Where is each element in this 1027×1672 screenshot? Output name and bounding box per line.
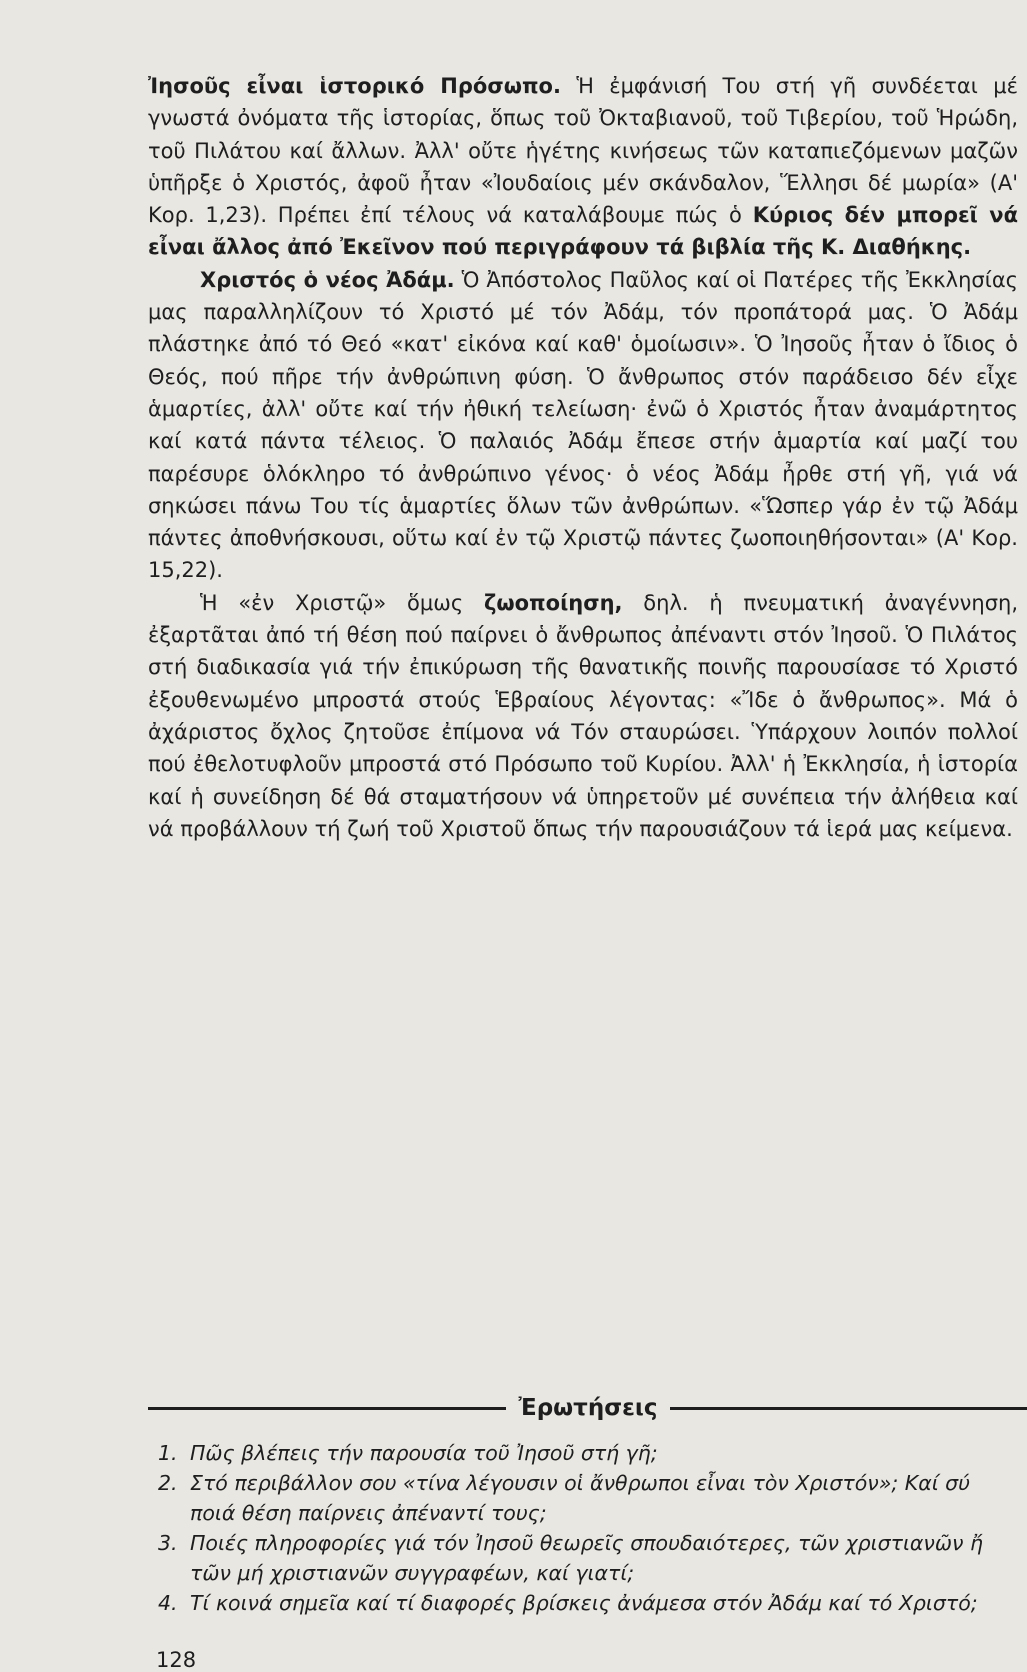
main-text [148,70,1018,845]
question-number: 4. [158,1591,178,1615]
question-item [158,1468,1020,1528]
question-number: 2. [158,1471,178,1495]
paragraph-historical-person [148,70,1018,264]
question-number: 3. [158,1531,178,1555]
paragraph-new-adam [148,264,1018,587]
questions-title: Ἐρωτήσεις [518,1395,658,1421]
page-number: 128 [156,1648,197,1672]
question-number: 1. [158,1441,178,1465]
question-item [158,1438,1020,1468]
paragraph-lead-bold: Ἰησοῦς εἶναι ἱστορικό Πρόσωπο. [148,74,561,98]
heading-rule-right [670,1407,1027,1410]
paragraph-text: δηλ. ἡ πνευματική ἀναγέννηση, ἐξαρτᾶται ἀπό τή θέση πού παίρνει ὁ ἄνθρωπος ἀπέναντι στόν Ἰησοῦ. Ὁ Πιλάτος στή διαδικασία γιά τήν ἐπικύρωση τῆς θανατικῆς ποινῆς παρουσίασε τό Χριστό ἐξουθενωμένο μπροστά στούς Ἑβραίους λέγοντας: «Ἴδε ὁ ἄνθρωπος». Μά ὁ ἀχάριστος ὄχλος ζητοῦσε ἐπίμονα νά Τόν σταυρώσει. Ὑπάρχουν λοιπόν πολλοί πού ἐθελοτυφλοῦν μπροστά στό Πρόσωπο τοῦ Κυρίου. Ἀλλ' ἡ Ἐκκλησία, ἡ ἱστορία καί ἡ συνείδηση δέ θά σταματήσουν νά ὑπηρετοῦν μέ συνέπεια τήν ἀλήθεια καί νά προβάλλουν τή ζωή τοῦ Χριστοῦ ὅπως τήν παρουσιάζουν τά ἱερά μας κείμενα. [148,590,1018,841]
question-item [158,1528,1020,1588]
paragraph-lead-bold: Χριστός ὁ νέος Ἀδάμ. [200,267,455,292]
paragraph-emphasis-bold: Κύριος δέν μπορεῖ νά εἶναι ἄλλος ἀπό Ἐκεῖνον πού περιγράφουν τά βιβλία τῆς Κ. Διαθήκης. [148,203,1019,260]
question-text: Στό περιβάλλον σου «τίνα λέγουσιν οἱ ἄνθρωποι εἶναι τὸν Χριστόν»; Καί σύ ποιά θέση παίρνεις ἀπέναντί τους; [190,1471,971,1525]
question-text: Τί κοινά σημεῖα καί τί διαφορές βρίσκεις ἀνάμεσα στόν Ἀδάμ καί τό Χριστό; [190,1591,978,1615]
questions-list [158,1438,1020,1618]
question-item [158,1588,1020,1618]
paragraph-text: Ἡ «ἐν Χριστῷ» ὅμως [200,590,484,615]
heading-rule-left [148,1407,506,1410]
question-text: Ποιές πληροφορίες γιά τόν Ἰησοῦ θεωρεῖς σπουδαιότερες, τῶν χριστιανῶν ἤ τῶν μή χριστιανῶν συγγραφέων, καί γιατί; [190,1531,983,1585]
question-text: Πῶς βλέπεις τήν παρουσία τοῦ Ἰησοῦ στή γῆ; [190,1441,658,1465]
paragraph-text: Ὁ Ἀπόστολος Παῦλος καί οἱ Πατέρες τῆς Ἐκκλησίας μας παραλληλίζουν τό Χριστό μέ τόν Ἀδάμ, τόν προπάτορά μας. Ὁ Ἀδάμ πλάστηκε ἀπό τό Θεό «κατ' εἰκόνα καί καθ' ὁμοίωσιν». Ὁ Ἰησοῦς ἦταν ὁ ἴδιος ὁ Θεός, πού πῆρε τήν ἀνθρώπινη φύση. Ὁ ἄνθρωπος στόν παράδεισο δέν εἶχε ἁμαρτίες, ἀλλ' οὔτε καί τήν ἠθική τελείωση· ἐνῶ ὁ Χριστός ἦταν ἀναμάρτητος καί κατά πάντα τέλειος. Ὁ παλαιός Ἀδάμ ἔπεσε στήν ἁμαρτία καί μαζί του παρέσυρε ὁλόκληρο τό ἀνθρώπινο γένος· ὁ νέος Ἀδάμ ἦρθε στή γῆ, γιά νά σηκώσει πάνω Του τίς ἁμαρτίες ὅλων τῶν ἀνθρώπων. «Ὥσπερ γάρ ἐν τῷ Ἀδάμ πάντες ἀποθνήσκουσι, οὕτω καί ἐν τῷ Χριστῷ πάντες ζωοποιηθήσονται» (Α' Κορ. 15,22). [148,267,1018,583]
questions-heading [148,1388,1027,1428]
paragraph-emphasis-bold: ζωοποίηση, [483,590,623,615]
paragraph-revival [148,587,1018,845]
paragraph-text: Ἡ ἐμφάνισή Του στή γῆ συνδέεται μέ γνωστά ὀνόματα τῆς ἱστορίας, ὅπως τοῦ Ὀκταβιανοῦ, τοῦ Τιβερίου, τοῦ Ἡρώδη, τοῦ Πιλάτου καί ἄλλων. Ἀλλ' οὔτε ἡγέτης κινήσεως τῶν καταπιεζόμενων μαζῶν ὑπῆρξε ὁ Χριστός, ἀφοῦ ἦταν «Ἰουδαίοις μέν σκάνδαλον, Ἕλλησι δέ μωρία» (Α' Κορ. 1,23). Πρέπει ἐπί τέλους νά καταλάβουμε πώς ὁ [148,74,1018,228]
